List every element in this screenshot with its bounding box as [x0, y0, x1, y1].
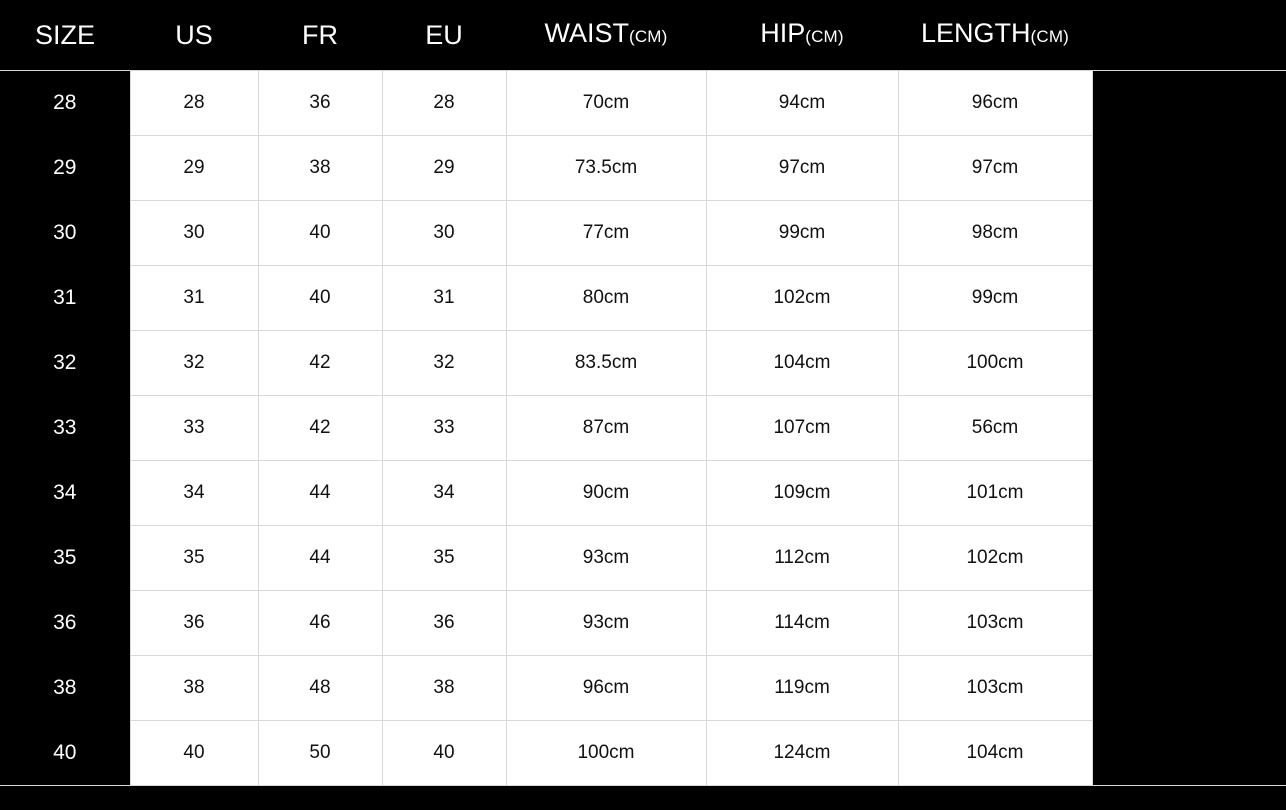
column-header-length	[898, 0, 1092, 71]
cell-eu: 40	[382, 721, 506, 786]
table-row	[0, 331, 1286, 396]
cell-size: 31	[0, 266, 130, 331]
cell-waist: 100cm	[506, 721, 706, 786]
cell-eu: 35	[382, 526, 506, 591]
cell-waist: 80cm	[506, 266, 706, 331]
cell-us: 33	[130, 396, 258, 461]
cell-size: 40	[0, 721, 130, 786]
cell-eu: 30	[382, 201, 506, 266]
cell-waist: 77cm	[506, 201, 706, 266]
cell-us: 35	[130, 526, 258, 591]
cell-waist: 73.5cm	[506, 136, 706, 201]
header-label-eu: EU	[425, 20, 463, 50]
cell-size: 29	[0, 136, 130, 201]
cell-hip: 97cm	[706, 136, 898, 201]
cell-size: 33	[0, 396, 130, 461]
table-row	[0, 461, 1286, 526]
cell-waist: 70cm	[506, 71, 706, 136]
table-row	[0, 591, 1286, 656]
cell-eu: 32	[382, 331, 506, 396]
table-row	[0, 656, 1286, 721]
header-unit-waist: (CM)	[628, 27, 668, 46]
cell-size: 34	[0, 461, 130, 526]
cell-length: 56cm	[898, 396, 1092, 461]
cell-us: 29	[130, 136, 258, 201]
cell-fr: 42	[258, 331, 382, 396]
cell-spacer	[1092, 331, 1286, 396]
cell-spacer	[1092, 201, 1286, 266]
table-header	[0, 0, 1286, 71]
cell-length: 104cm	[898, 721, 1092, 786]
cell-size: 28	[0, 71, 130, 136]
column-header-fr	[258, 0, 382, 71]
cell-length: 101cm	[898, 461, 1092, 526]
cell-spacer	[1092, 136, 1286, 201]
cell-length: 97cm	[898, 136, 1092, 201]
cell-spacer	[1092, 71, 1286, 136]
cell-hip: 119cm	[706, 656, 898, 721]
cell-spacer	[1092, 396, 1286, 461]
cell-spacer	[1092, 461, 1286, 526]
cell-spacer	[1092, 656, 1286, 721]
cell-length: 103cm	[898, 591, 1092, 656]
cell-size: 38	[0, 656, 130, 721]
cell-eu: 29	[382, 136, 506, 201]
cell-size: 32	[0, 331, 130, 396]
cell-waist: 93cm	[506, 591, 706, 656]
cell-waist: 90cm	[506, 461, 706, 526]
header-label-length: LENGTH	[920, 18, 1031, 48]
cell-length: 100cm	[898, 331, 1092, 396]
cell-hip: 124cm	[706, 721, 898, 786]
header-unit-hip: (CM)	[805, 27, 844, 46]
header-unit-length: (CM)	[1030, 27, 1070, 46]
cell-length: 99cm	[898, 266, 1092, 331]
cell-us: 34	[130, 461, 258, 526]
cell-spacer	[1092, 266, 1286, 331]
cell-hip: 104cm	[706, 331, 898, 396]
cell-size: 30	[0, 201, 130, 266]
cell-us: 30	[130, 201, 258, 266]
cell-us: 40	[130, 721, 258, 786]
table-row	[0, 266, 1286, 331]
cell-us: 36	[130, 591, 258, 656]
cell-spacer	[1092, 721, 1286, 786]
cell-us: 32	[130, 331, 258, 396]
cell-waist: 83.5cm	[506, 331, 706, 396]
cell-hip: 114cm	[706, 591, 898, 656]
cell-fr: 40	[258, 266, 382, 331]
column-header-size	[0, 0, 130, 71]
cell-eu: 36	[382, 591, 506, 656]
cell-fr: 46	[258, 591, 382, 656]
cell-spacer	[1092, 526, 1286, 591]
cell-fr: 40	[258, 201, 382, 266]
cell-fr: 44	[258, 526, 382, 591]
cell-eu: 28	[382, 71, 506, 136]
cell-fr: 48	[258, 656, 382, 721]
cell-us: 31	[130, 266, 258, 331]
cell-eu: 31	[382, 266, 506, 331]
header-label-waist: WAIST	[544, 18, 629, 48]
cell-hip: 109cm	[706, 461, 898, 526]
cell-hip: 107cm	[706, 396, 898, 461]
cell-fr: 42	[258, 396, 382, 461]
table-body	[0, 71, 1286, 786]
table-row	[0, 396, 1286, 461]
cell-hip: 94cm	[706, 71, 898, 136]
table-row	[0, 136, 1286, 201]
cell-eu: 38	[382, 656, 506, 721]
cell-size: 35	[0, 526, 130, 591]
cell-size: 36	[0, 591, 130, 656]
table-row	[0, 526, 1286, 591]
cell-spacer	[1092, 591, 1286, 656]
cell-fr: 50	[258, 721, 382, 786]
header-label-size: SIZE	[34, 20, 95, 50]
cell-waist: 96cm	[506, 656, 706, 721]
column-header-waist	[506, 0, 706, 71]
cell-hip: 99cm	[706, 201, 898, 266]
cell-length: 96cm	[898, 71, 1092, 136]
cell-us: 28	[130, 71, 258, 136]
cell-length: 102cm	[898, 526, 1092, 591]
cell-eu: 34	[382, 461, 506, 526]
column-header-us	[130, 0, 258, 71]
cell-fr: 38	[258, 136, 382, 201]
header-label-fr: FR	[302, 20, 338, 50]
table-row	[0, 201, 1286, 266]
cell-fr: 36	[258, 71, 382, 136]
cell-hip: 112cm	[706, 526, 898, 591]
cell-fr: 44	[258, 461, 382, 526]
cell-length: 98cm	[898, 201, 1092, 266]
header-label-us: US	[175, 20, 213, 50]
cell-hip: 102cm	[706, 266, 898, 331]
cell-eu: 33	[382, 396, 506, 461]
column-header-spacer	[1092, 0, 1286, 71]
column-header-hip	[706, 0, 898, 71]
cell-us: 38	[130, 656, 258, 721]
table-row	[0, 721, 1286, 786]
cell-length: 103cm	[898, 656, 1092, 721]
cell-waist: 87cm	[506, 396, 706, 461]
table-row	[0, 71, 1286, 136]
column-header-eu	[382, 0, 506, 71]
cell-waist: 93cm	[506, 526, 706, 591]
header-row	[0, 0, 1286, 71]
header-label-hip: HIP	[760, 18, 806, 48]
